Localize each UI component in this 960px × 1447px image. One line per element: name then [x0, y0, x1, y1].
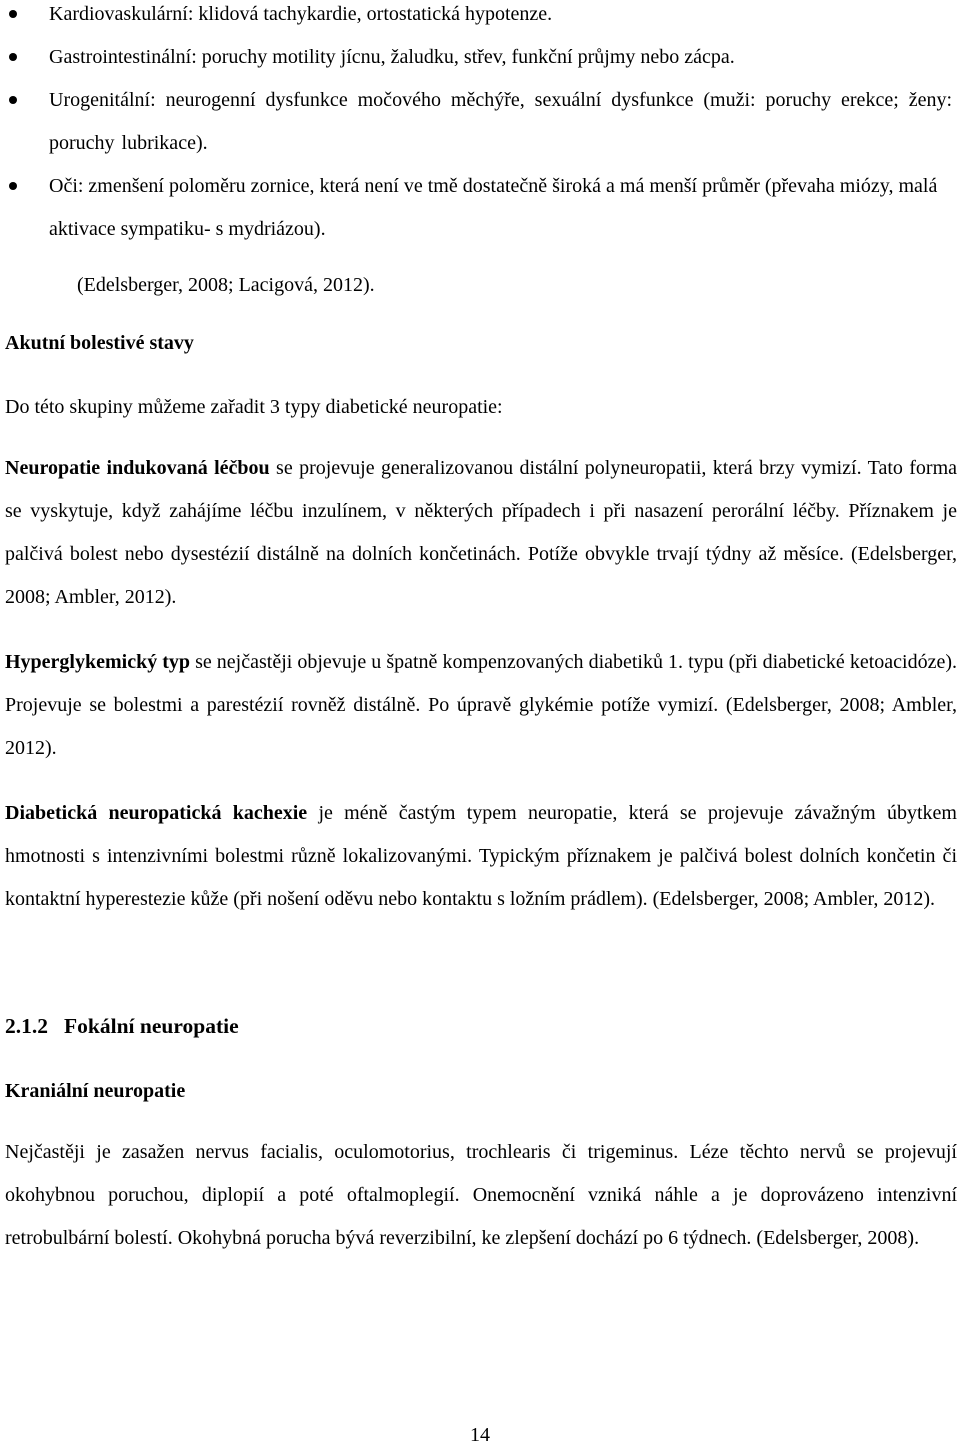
list-item-text: Oči: zmenšení poloměru zornice, která není ve tmě dostatečně široká a má menší průměr (převaha miózy, malá aktivace sympatiku- s mydriázou).: [49, 175, 938, 240]
page-number: 14: [470, 1424, 490, 1446]
paragraph-cachexia: [5, 792, 957, 921]
list-item: [0, 165, 960, 251]
bullet-icon: [9, 53, 17, 61]
section-number: 2.1.2: [5, 1014, 48, 1038]
paragraph-treatment-induced: [5, 447, 957, 619]
symptom-list: [0, 0, 960, 251]
term-cachexia: Diabetická neuropatická kachexie: [5, 802, 308, 824]
paragraph-hyperglycemic: [5, 641, 957, 770]
paragraph-text: se projevuje generalizovanou distální polyneuropatii, která brzy vymizí. Tato forma se vyskytuje, když zahájíme léčbu inzulínem, v některých případech i při nasazení perorální léčby. Příznakem je palčivá bolest nebo dysestézií distálně na dolních končetinách. Potíže obvykle trvají týdny až měsíce. (Edelsberger, 2008; Ambler, 2012).: [5, 457, 958, 608]
subheading-acute: Akutní bolestivé stavy: [5, 332, 194, 354]
term-hyperglycemic: Hyperglykemický typ: [5, 651, 191, 673]
paragraph-cranial: Nejčastěji je zasažen nervus facialis, oculomotorius, trochlearis či trigeminus. Léze těchto nervů se projevují okohybnou poruchou, diplopií a poté oftalmoplegií. Onemocnění vzniká náhle a je doprovázeno intenzivní retrobulbární bolestí. Okohybná porucha bývá reverzibilní, ke zlepšení dochází po 6 týdnech. (Edelsberger, 2008).: [5, 1141, 957, 1249]
bullet-icon: [9, 96, 17, 104]
paragraph-text: se nejčastěji objevuje u špatně kompenzovaných diabetiků 1. typu (při diabetické ketoacidóze). Projevuje se bolestmi a parestézií rovněž distálně. Po úpravě glykémie potíže vymizí. (Edelsberger, 2008; Ambler, 2012).: [5, 651, 957, 759]
section-heading: [5, 1005, 957, 1049]
bullet-icon: [9, 10, 17, 18]
list-item: [0, 36, 960, 79]
subheading-cranial: Kraniální neuropatie: [5, 1080, 186, 1102]
list-item-text: Kardiovaskulární: klidová tachykardie, ortostatická hypotenze.: [49, 3, 553, 25]
list-citation: (Edelsberger, 2008; Lacigová, 2012).: [77, 274, 375, 296]
bullet-icon: [9, 182, 17, 190]
list-item: [0, 79, 960, 165]
list-item-text: Gastrointestinální: poruchy motility jícnu, žaludku, střev, funkční průjmy nebo zácpa.: [49, 46, 735, 68]
paragraph-text: je méně častým typem neuropatie, která se projevuje závažným úbytkem hmotnosti s intenzivními bolestmi různě lokalizovanými. Typickým příznakem je palčivá bolest dolních končetin či kontaktní hyperestezie kůže (při nošení oděvu nebo kontaktu s ložním prádlem). (Edelsberger, 2008; Ambler, 2012).: [5, 802, 957, 910]
acute-intro: Do této skupiny můžeme zařadit 3 typy diabetické neuropatie:: [5, 396, 503, 418]
term-treatment-induced: Neuropatie indukovaná léčbou: [5, 457, 270, 479]
list-item: [0, 0, 960, 36]
list-item-text: Urogenitální: neurogenní dysfunkce močového měchýře, sexuální dysfunkce (muži: poruchy erekce; ženy: poruchy lubrikace).: [49, 89, 952, 154]
section-title: Fokální neuropatie: [64, 1014, 239, 1038]
